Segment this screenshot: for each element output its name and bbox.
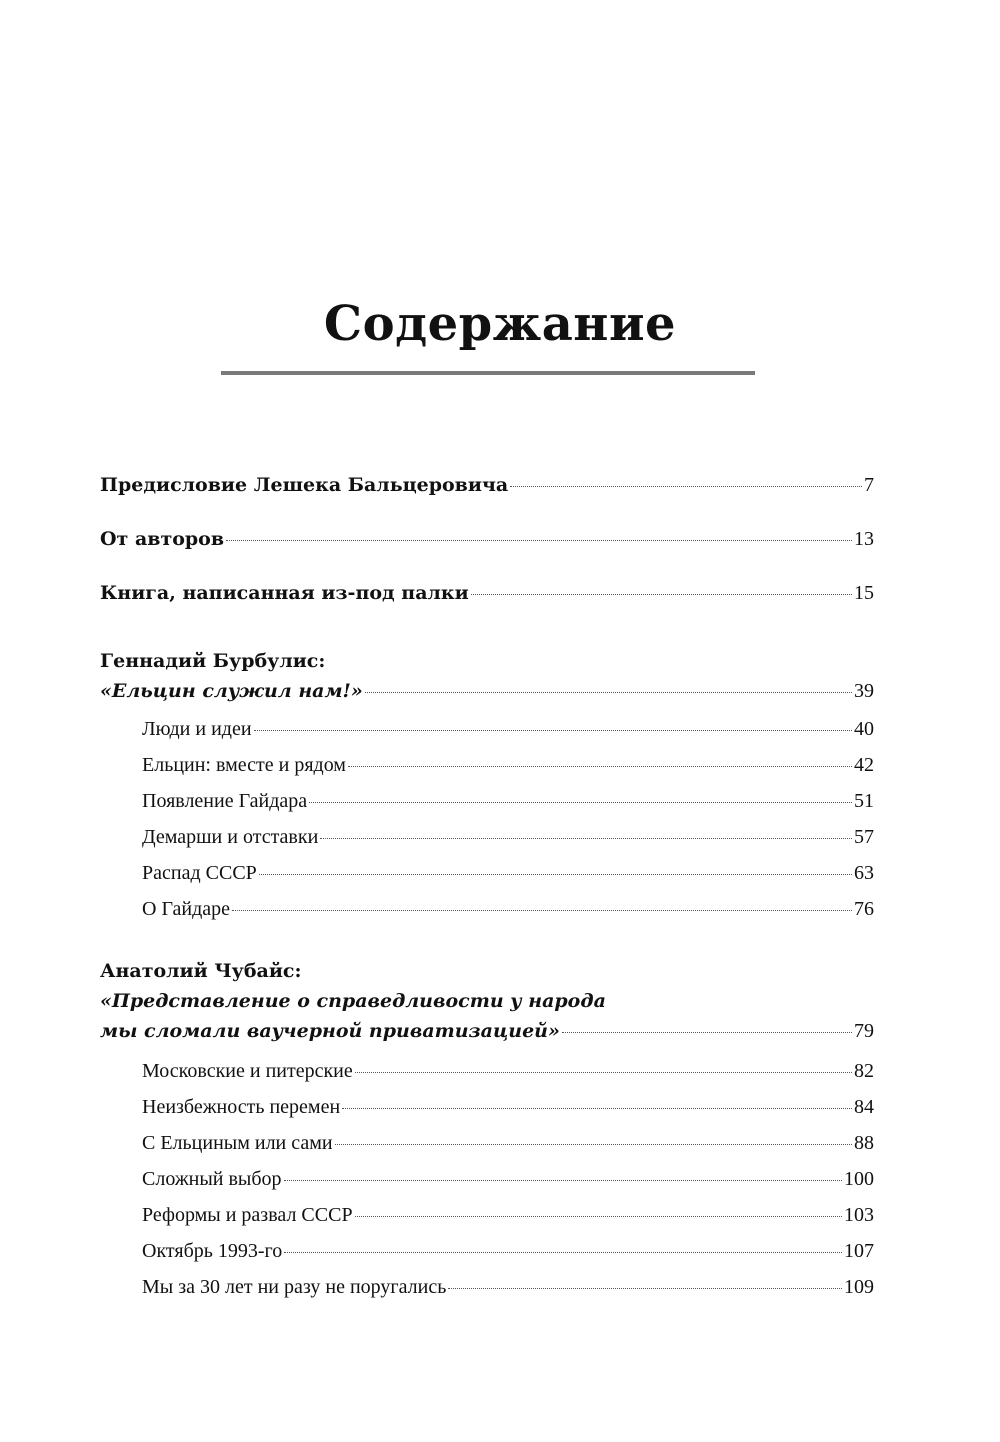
dot-leader: [348, 766, 852, 767]
toc-entry-book[interactable]: [100, 580, 874, 606]
toc-subentry[interactable]: [142, 1094, 874, 1120]
toc-entry-label: «Ельцин служил нам!»: [100, 680, 363, 702]
toc-page-number: 51: [854, 790, 874, 812]
toc-subentry[interactable]: [142, 1202, 874, 1228]
toc-subentry[interactable]: [142, 896, 874, 922]
toc-entry-label: От авторов: [100, 528, 225, 550]
dot-leader: [335, 1144, 852, 1145]
toc-entry-label: Предисловие Лешека Бальцеровича: [100, 474, 509, 496]
toc-entry-label: Мы за 30 лет ни разу не поругались: [142, 1276, 447, 1298]
toc-entry-label: Распад СССР: [142, 862, 257, 884]
dot-leader: [226, 540, 852, 541]
dot-leader: [232, 910, 852, 911]
toc-subentry[interactable]: [142, 1058, 874, 1084]
toc-entry-label: Люди и идеи: [142, 718, 252, 740]
section-author-burbulis: Геннадий Бурбулис:: [100, 650, 326, 672]
toc-entry-label: Московские и питерские: [142, 1060, 353, 1082]
toc-page-number: 103: [844, 1204, 874, 1226]
toc-entry-label: О Гайдаре: [142, 898, 231, 920]
toc-entry-label: Реформы и развал СССР: [142, 1204, 353, 1226]
dot-leader: [320, 838, 852, 839]
toc-page-number: 107: [844, 1240, 874, 1262]
toc-entry-label: Появление Гайдара: [142, 790, 308, 812]
toc-entry-preface[interactable]: [100, 472, 874, 498]
toc-entry-label: Книга, написанная из-под палки: [100, 582, 469, 604]
toc-subentry[interactable]: [142, 716, 874, 742]
toc-subentry[interactable]: [142, 1166, 874, 1192]
toc-page-number: 76: [854, 898, 874, 920]
dot-leader: [309, 802, 852, 803]
toc-page-number: 15: [854, 582, 874, 604]
dot-leader: [355, 1072, 852, 1073]
dot-leader: [562, 1032, 852, 1033]
toc-subentry[interactable]: [142, 788, 874, 814]
dot-leader: [259, 874, 852, 875]
dot-leader: [254, 730, 852, 731]
toc-entry-from-authors[interactable]: [100, 526, 874, 552]
toc-page-number: 100: [844, 1168, 874, 1190]
toc-page-number: 84: [854, 1096, 874, 1118]
dot-leader: [284, 1180, 842, 1181]
dot-leader: [510, 486, 862, 487]
toc-entry-label: мы сломали ваучерной приватизацией»: [100, 1020, 560, 1042]
dot-leader: [471, 594, 852, 595]
dot-leader: [448, 1288, 842, 1289]
toc-page-number: 7: [864, 474, 874, 496]
toc-entry-label: Неизбежность перемен: [142, 1096, 341, 1118]
toc-page-number: 63: [854, 862, 874, 884]
toc-subentry[interactable]: [142, 860, 874, 886]
toc-entry-label: Сложный выбор: [142, 1168, 282, 1190]
toc-page-number: 13: [854, 528, 874, 550]
toc-headline-line[interactable]: «Представление о справедливости у народа: [100, 990, 606, 1012]
toc-subentry[interactable]: [142, 1274, 874, 1300]
toc-page-number: 42: [854, 754, 874, 776]
dot-leader: [365, 692, 852, 693]
toc-entry-chubais-interview[interactable]: [100, 1018, 874, 1044]
toc-subentry[interactable]: [142, 824, 874, 850]
toc-page-number: 82: [854, 1060, 874, 1082]
dot-leader: [342, 1108, 852, 1109]
toc-entry-label: Октябрь 1993-го: [142, 1240, 283, 1262]
toc-entry-label: Ельцин: вместе и рядом: [142, 754, 346, 776]
toc-page-number: 57: [854, 826, 874, 848]
toc-subentry[interactable]: [142, 1130, 874, 1156]
page-title: Содержание: [323, 296, 677, 352]
toc-page-number: 109: [844, 1276, 874, 1298]
toc-entry-label: С Ельциным или сами: [142, 1132, 333, 1154]
toc-entry-burbulis-interview[interactable]: [100, 678, 874, 704]
title-underline: [221, 371, 755, 375]
toc-page-number: 79: [854, 1020, 874, 1042]
section-author-chubais: Анатолий Чубайс:: [100, 960, 302, 982]
toc-page-number: 40: [854, 718, 874, 740]
dot-leader: [355, 1216, 842, 1217]
toc-page-number: 39: [854, 680, 874, 702]
toc-subentry[interactable]: [142, 1238, 874, 1264]
dot-leader: [284, 1252, 842, 1253]
toc-page-number: 88: [854, 1132, 874, 1154]
toc-subentry[interactable]: [142, 752, 874, 778]
toc-entry-label: Демарши и отставки: [142, 826, 319, 848]
